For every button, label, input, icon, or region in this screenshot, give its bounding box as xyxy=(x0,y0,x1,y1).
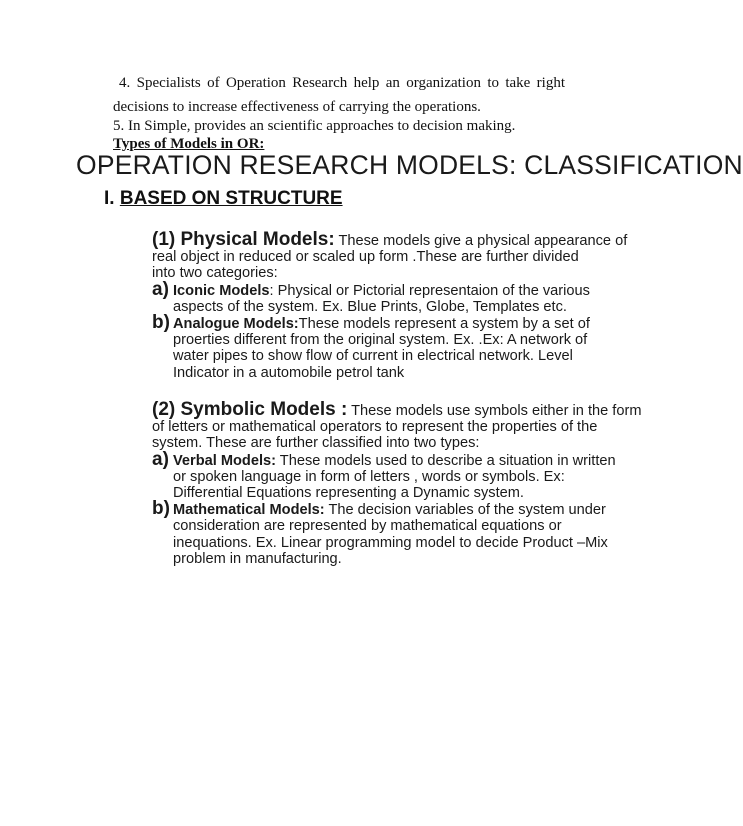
verbal-line-1 xyxy=(152,448,641,470)
physical-models-block xyxy=(152,229,628,381)
analogue-text-4: Indicator in a automobile petrol tank xyxy=(173,364,405,381)
verbal-text-1: These models used to describe a situation in written xyxy=(276,452,616,469)
mathematical-line-1 xyxy=(152,498,641,520)
physical-heading: (1) Physical Models: xyxy=(152,229,335,250)
point-5: 5. In Simple, provides an scientific approaches to decision making. xyxy=(113,118,516,134)
iconic-label: a) xyxy=(152,278,169,300)
point-4-line-1: 4. Specialists of Operation Research help an organization to take right xyxy=(119,75,565,91)
analogue-title: Analogue Models: xyxy=(173,316,299,333)
verbal-title: Verbal Models: xyxy=(173,452,276,469)
symbolic-models-block xyxy=(152,399,642,567)
verbal-text-2: or spoken language in form of letters , words or symbols. Ex: xyxy=(173,468,565,485)
analogue-text-2: proerties different from the original system. Ex. .Ex: A network of xyxy=(173,332,588,349)
physical-desc-1: These models give a physical appearance of xyxy=(334,233,628,249)
section-label: BASED ON STRUCTURE xyxy=(119,188,343,209)
symbolic-desc-3: system. These are further classified into two types: xyxy=(152,435,480,452)
symbolic-heading-line xyxy=(152,399,642,420)
mathematical-title: Mathematical Models: xyxy=(173,502,325,519)
symbolic-desc-2: of letters or mathematical operators to represent the properties of the xyxy=(152,419,598,436)
analogue-line-1 xyxy=(152,312,627,334)
iconic-title: Iconic Models xyxy=(173,282,270,299)
types-heading: Types of Models in OR: xyxy=(113,136,265,152)
physical-desc-3: into two categories: xyxy=(152,265,278,282)
symbolic-desc-1: These models use symbols either in the form xyxy=(347,403,642,419)
analogue-label: b) xyxy=(152,312,170,334)
mathematical-text-3: inequations. Ex. Linear programming model to decide Product –Mix xyxy=(173,534,608,551)
slide-title: OPERATION RESEARCH MODELS: CLASSIFICATION xyxy=(76,150,743,180)
iconic-text-2: aspects of the system. Ex. Blue Prints, Globe, Templates etc. xyxy=(173,298,567,315)
mathematical-text-1: The decision variables of the system under xyxy=(324,502,606,519)
symbolic-heading: (2) Symbolic Models : xyxy=(152,399,348,420)
section-title xyxy=(104,188,343,210)
analogue-text-1: These models represent a system by a set of xyxy=(298,316,590,333)
iconic-line-1 xyxy=(152,278,627,300)
section-number: I. xyxy=(104,188,115,209)
mathematical-text-2: consideration are represented by mathematical equations or xyxy=(173,518,562,535)
point-4-line-2: decisions to increase effectiveness of carrying the operations. xyxy=(113,99,481,115)
physical-heading-line xyxy=(152,229,628,250)
analogue-text-3: water pipes to show flow of current in electrical network. Level xyxy=(173,348,573,365)
mathematical-label: b) xyxy=(152,498,170,520)
verbal-text-3: Differential Equations representing a Dynamic system. xyxy=(173,485,524,502)
verbal-label: a) xyxy=(152,448,169,470)
physical-desc-2: real object in reduced or scaled up form .These are further divided xyxy=(152,249,579,266)
mathematical-text-4: problem in manufacturing. xyxy=(173,550,342,567)
iconic-text-1: : Physical or Pictorial representaion of the various xyxy=(269,282,590,299)
